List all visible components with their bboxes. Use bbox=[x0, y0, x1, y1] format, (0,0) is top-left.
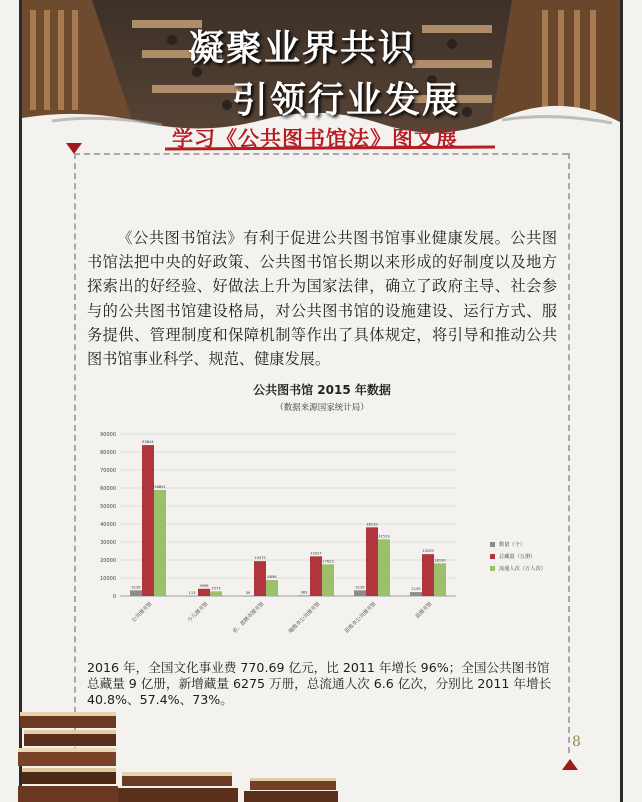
dashed-frame-top bbox=[74, 153, 568, 155]
y-tick-label: 10000 bbox=[100, 576, 116, 582]
triangle-marker-top bbox=[66, 143, 82, 154]
bar-2-2 bbox=[198, 589, 210, 596]
data-label: 3998 bbox=[199, 583, 209, 588]
main-title-line1: 凝聚业界共识 bbox=[188, 27, 417, 69]
bar-1-1 bbox=[130, 590, 142, 596]
y-tick-label: 50000 bbox=[100, 504, 116, 510]
data-label: 23259 bbox=[422, 549, 434, 554]
data-label: 31519 bbox=[378, 534, 390, 539]
bar-1-6 bbox=[410, 592, 422, 596]
bar-2-4 bbox=[310, 556, 322, 596]
data-label: 39 bbox=[245, 590, 251, 595]
legend-swatch bbox=[490, 566, 495, 571]
data-label: 83844 bbox=[142, 440, 154, 445]
data-label: 17623 bbox=[322, 559, 334, 564]
data-label: 363 bbox=[300, 590, 308, 595]
data-label: 2573 bbox=[211, 586, 221, 591]
bar-2-5 bbox=[366, 527, 378, 596]
intro-paragraph: 《公共图书馆法》有利于促进公共图书馆事业健康发展。公共图书馆法把中央的好政策、公共图书馆长期以来形成的好制度以及地方探索出的好经验、好做法上升为国家法律，确立了政府主导、社会参与的公共图书馆建设格局，对公共图书馆的设施建设、运行方式、服务提供、管理制度和保障机制等作出了具体规定，将引导和推动公共图书馆事业科学、规范、健康发展。 bbox=[87, 229, 557, 369]
data-label: 2159 bbox=[411, 587, 421, 592]
page-number: 8 bbox=[572, 734, 581, 750]
category-label: 县图书馆 bbox=[414, 601, 434, 621]
chart-subtitle: （数据来源国家统计局） bbox=[275, 403, 369, 413]
bar-1-5 bbox=[354, 590, 366, 596]
chart-title: 公共图书馆 2015 年数据 bbox=[253, 383, 391, 397]
bar-2-1 bbox=[142, 445, 154, 596]
bar-3-6 bbox=[434, 563, 446, 596]
y-tick-label: 0 bbox=[112, 594, 116, 600]
y-tick-label: 80000 bbox=[100, 450, 116, 456]
category-label: 少儿图书馆 bbox=[186, 601, 210, 624]
y-tick-label: 90000 bbox=[100, 432, 116, 438]
data-label: 22027 bbox=[310, 551, 322, 556]
bar-2-6 bbox=[422, 554, 434, 596]
summary-paragraph: 2016 年，全国文化事业费 770.69 亿元，比 2011 年增长 96%；全国公共图书馆总藏量 9 亿册，新增藏量 6275 万册，总流通人次 6.6 亿次，分别比 2011 年增长 40.8%、57.4%、73%。 bbox=[87, 660, 552, 707]
bar-3-4 bbox=[322, 564, 334, 596]
y-tick-label: 20000 bbox=[100, 558, 116, 564]
bar-3-2 bbox=[210, 591, 222, 596]
y-tick-label: 40000 bbox=[100, 522, 116, 528]
category-label: 省、直辖市图书馆 bbox=[231, 601, 266, 635]
data-label: 3139 bbox=[355, 585, 365, 590]
data-label: 18130 bbox=[434, 558, 446, 563]
category-label: 地级市公共图书馆 bbox=[287, 601, 322, 635]
y-tick-label: 70000 bbox=[100, 468, 116, 474]
y-tick-label: 30000 bbox=[100, 540, 116, 546]
legend-entry: 流通人次（万人次） bbox=[499, 566, 546, 572]
data-label: 19375 bbox=[254, 556, 266, 561]
legend-entry: 数量（个） bbox=[499, 542, 525, 548]
page-border-right bbox=[620, 0, 623, 802]
bar-3-5 bbox=[378, 539, 390, 596]
data-label: 58891 bbox=[154, 484, 166, 489]
bar-3-1 bbox=[154, 490, 166, 596]
library-statistics-chart bbox=[86, 378, 558, 648]
category-label: 公共图书馆 bbox=[130, 601, 154, 624]
legend-swatch bbox=[490, 542, 495, 547]
dashed-frame-left bbox=[74, 153, 76, 753]
bar-1-3 bbox=[242, 596, 254, 597]
y-tick-label: 60000 bbox=[100, 486, 116, 492]
main-title-line2: 引领行业发展 bbox=[232, 79, 461, 121]
data-label: 3139 bbox=[131, 585, 141, 590]
data-label: 113 bbox=[188, 590, 196, 595]
data-label: 38139 bbox=[366, 522, 378, 527]
category-label: 县级市公共图书馆 bbox=[343, 601, 378, 635]
bar-1-2 bbox=[186, 596, 198, 597]
stacked-books-illustration bbox=[18, 702, 338, 802]
dashed-frame-right bbox=[568, 153, 570, 753]
data-label: 8898 bbox=[267, 574, 277, 579]
bar-3-3 bbox=[266, 580, 278, 596]
triangle-marker-bottom bbox=[562, 759, 578, 770]
exhibition-subtitle: 学习《公共图书馆法》图文展 bbox=[172, 127, 458, 151]
bar-2-3 bbox=[254, 561, 266, 596]
bar-1-4 bbox=[298, 595, 310, 596]
legend-swatch bbox=[490, 554, 495, 559]
legend-entry: 总藏量（万册） bbox=[499, 554, 536, 560]
